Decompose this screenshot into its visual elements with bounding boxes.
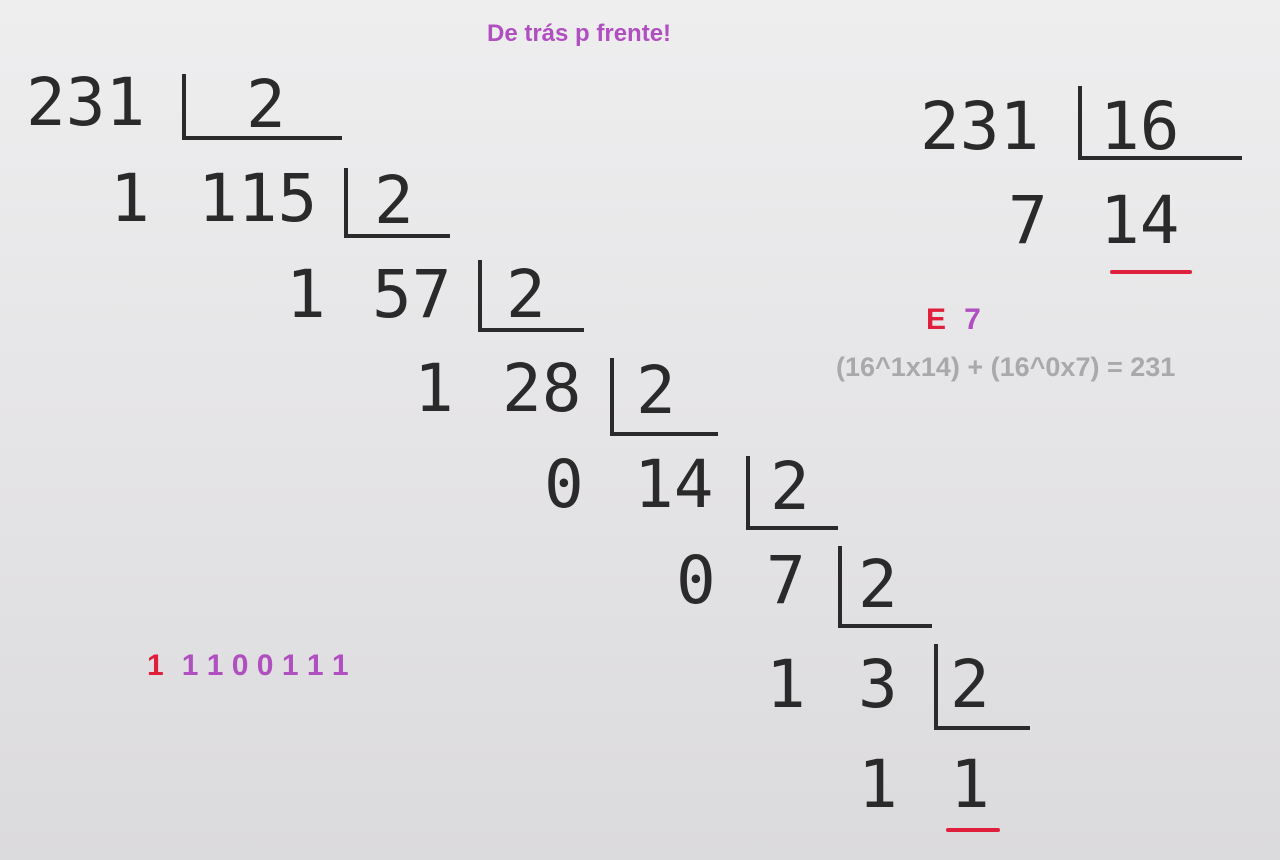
divisor: 2 [770,448,810,525]
hex-result-letter: E [926,303,947,336]
quotient: 28 [502,350,582,427]
remainder: 0 [544,446,584,523]
hex-divisor: 16 [1100,88,1180,165]
final-quotient-underline [946,828,1000,832]
remainder: 0 [676,542,716,619]
remainder: 1 [414,350,454,427]
quotient: 7 [766,542,806,619]
divisor: 2 [246,66,286,143]
remainder: 1 [766,646,806,723]
divisor: 2 [858,546,898,623]
hex-quotient: 14 [1100,182,1180,259]
hex-quotient-underline [1110,270,1192,274]
divisor: 2 [374,162,414,239]
hex-formula: (16^1x14) + (16^0x7) = 231 [836,352,1176,382]
quotient: 115 [198,160,318,237]
hex-dividend: 231 [920,88,1040,165]
remainder: 1 [858,746,898,823]
dividend-231: 231 [26,64,146,141]
final-quotient: 1 [950,746,990,823]
hex-result [926,302,981,337]
binary-result-rest: 1 1 0 0 1 1 1 [181,649,349,682]
binary-result-first-digit: 1 [147,649,164,682]
binary-result [147,648,349,683]
quotient: 57 [372,256,452,333]
title-note: De trás p frente! [487,20,672,47]
divisor: 2 [506,256,546,333]
divisor: 2 [636,352,676,429]
divisor: 2 [950,646,990,723]
quotient: 3 [858,646,898,723]
quotient: 14 [634,446,714,523]
remainder: 1 [286,256,326,333]
remainder: 1 [110,160,150,237]
hex-remainder: 7 [1008,182,1048,259]
hex-result-digit: 7 [964,303,981,336]
